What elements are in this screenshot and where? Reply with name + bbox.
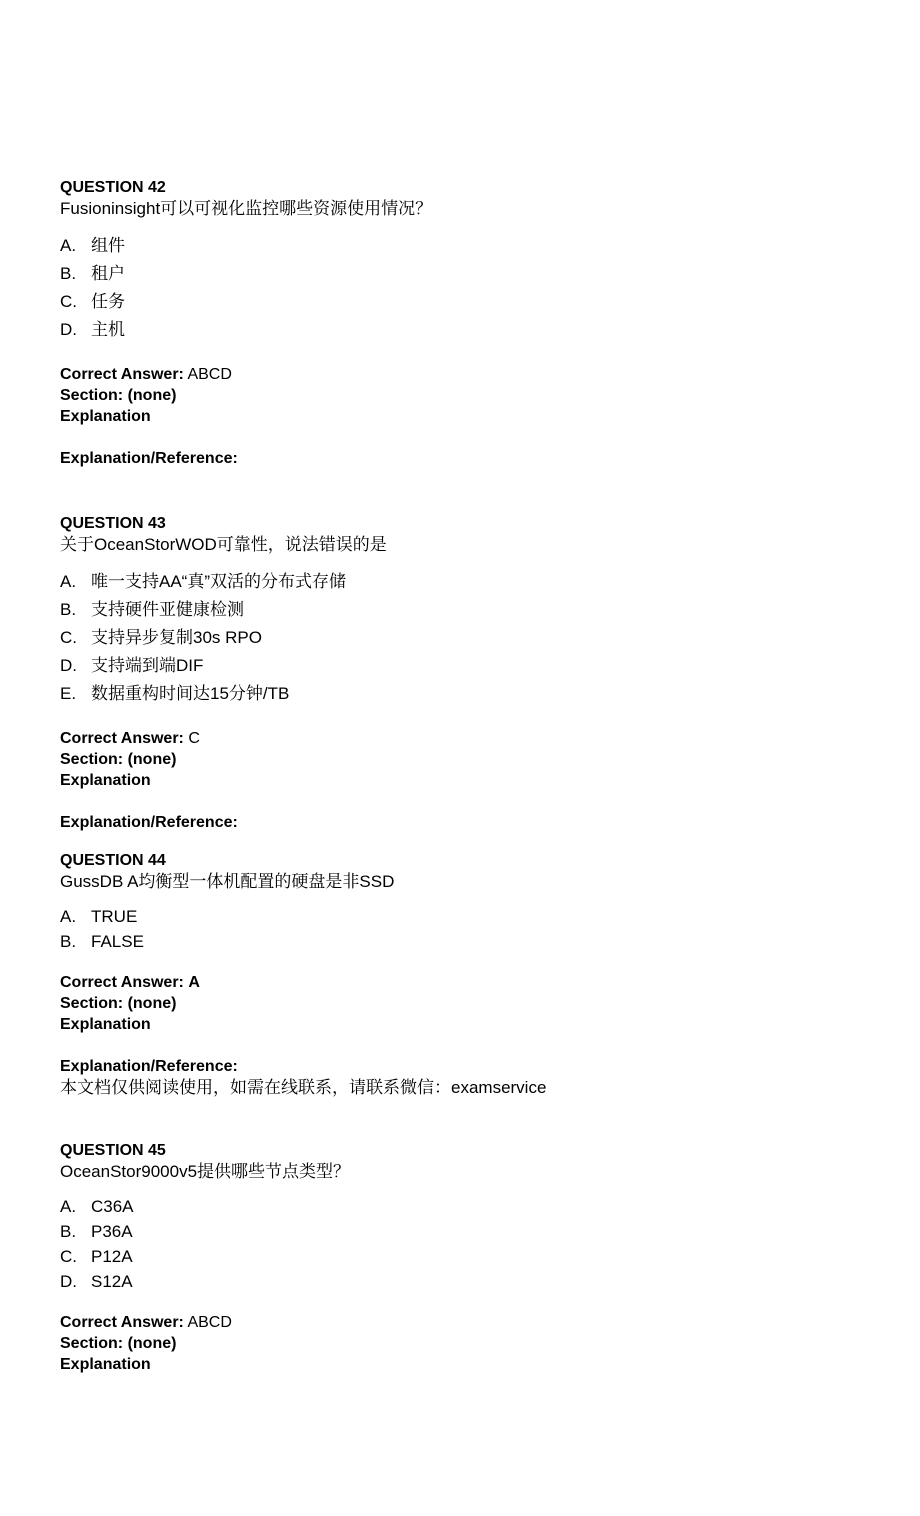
option-letter: D. [60, 320, 77, 339]
question-text: OceanStor9000v5提供哪些节点类型？ [60, 1162, 351, 1181]
option-item [60, 904, 880, 929]
option-list [60, 904, 880, 954]
option-text: C36A [91, 1197, 134, 1216]
option-text: S12A [91, 1272, 133, 1291]
correct-answer-value: C [188, 730, 200, 747]
question-text: 关于OceanStorWOD可靠性，说法错误的是 [60, 535, 387, 554]
explanation-heading: Explanation [60, 408, 151, 425]
correct-answer [60, 728, 880, 749]
section-line: Section: (none) [60, 995, 177, 1012]
answer-block [60, 364, 880, 427]
question-title: QUESTION 43 [60, 515, 166, 532]
correct-answer-value: ABCD [187, 1314, 232, 1331]
option-letter: C. [60, 628, 77, 647]
correct-answer-value: A [188, 974, 200, 991]
option-item [60, 232, 880, 260]
question-42 [60, 178, 880, 469]
option-item [60, 1194, 880, 1219]
option-letter: B. [60, 264, 77, 283]
option-item [60, 260, 880, 288]
option-letter: A. [60, 1197, 77, 1216]
question-45 [60, 1141, 880, 1375]
answer-block [60, 728, 880, 791]
reference-note: 本文档仅供阅读使用，如需在线联系，请联系微信：examservice [60, 1078, 547, 1097]
option-text: 任务 [91, 292, 125, 311]
option-letter: A. [60, 907, 77, 926]
correct-answer-label: Correct Answer: [60, 974, 184, 991]
section-line: Section: (none) [60, 387, 177, 404]
question-43 [60, 514, 880, 833]
explanation-reference-heading: Explanation/Reference: [60, 450, 238, 467]
option-item [60, 288, 880, 316]
option-letter: B. [60, 1222, 77, 1241]
option-text: 主机 [91, 320, 125, 339]
explanation-reference-heading: Explanation/Reference: [60, 1058, 238, 1075]
option-letter: E. [60, 684, 77, 703]
option-text: 组件 [91, 236, 125, 255]
correct-answer [60, 364, 880, 385]
explanation-heading: Explanation [60, 772, 151, 789]
correct-answer-label: Correct Answer: [60, 366, 184, 383]
option-list [60, 568, 880, 708]
option-text: 支持硬件亚健康检测 [91, 600, 244, 619]
option-letter: A. [60, 236, 77, 255]
answer-block [60, 972, 880, 1035]
question-44 [60, 851, 880, 1099]
option-list [60, 1194, 880, 1294]
section-line: Section: (none) [60, 751, 177, 768]
option-letter: C. [60, 292, 77, 311]
option-letter: D. [60, 656, 77, 675]
option-item [60, 316, 880, 344]
option-text: 支持异步复制30s RPO [91, 628, 262, 647]
option-letter: B. [60, 932, 77, 951]
option-item [60, 1219, 880, 1244]
answer-block [60, 1312, 880, 1375]
correct-answer [60, 1312, 880, 1333]
question-text: GussDB A均衡型一体机配置的硬盘是非SSD [60, 872, 395, 891]
option-text: FALSE [91, 932, 144, 951]
option-item [60, 929, 880, 954]
option-text: 唯一支持AA“真”双活的分布式存储 [91, 572, 346, 591]
section-line: Section: (none) [60, 1335, 177, 1352]
option-list [60, 232, 880, 344]
question-title: QUESTION 44 [60, 852, 166, 869]
option-text: P36A [91, 1222, 133, 1241]
option-item [60, 680, 880, 708]
option-item [60, 624, 880, 652]
correct-answer-label: Correct Answer: [60, 730, 184, 747]
question-title: QUESTION 42 [60, 179, 166, 196]
option-text: P12A [91, 1247, 133, 1266]
option-item [60, 652, 880, 680]
option-text: 租户 [91, 264, 125, 283]
question-text: Fusioninsight可以可视化监控哪些资源使用情况？ [60, 199, 433, 218]
option-letter: C. [60, 1247, 77, 1266]
option-letter: B. [60, 600, 77, 619]
correct-answer [60, 972, 880, 993]
correct-answer-value: ABCD [187, 366, 232, 383]
correct-answer-label: Correct Answer: [60, 1314, 184, 1331]
option-item [60, 596, 880, 624]
question-title: QUESTION 45 [60, 1142, 166, 1159]
explanation-heading: Explanation [60, 1356, 151, 1373]
explanation-heading: Explanation [60, 1016, 151, 1033]
option-item [60, 1269, 880, 1294]
option-text: TRUE [91, 907, 138, 926]
option-letter: A. [60, 572, 77, 591]
option-letter: D. [60, 1272, 77, 1291]
explanation-reference-heading: Explanation/Reference: [60, 814, 238, 831]
option-item [60, 568, 880, 596]
option-text: 数据重构时间达15分钟/TB [91, 684, 290, 703]
option-text: 支持端到端DIF [91, 656, 204, 675]
option-item [60, 1244, 880, 1269]
